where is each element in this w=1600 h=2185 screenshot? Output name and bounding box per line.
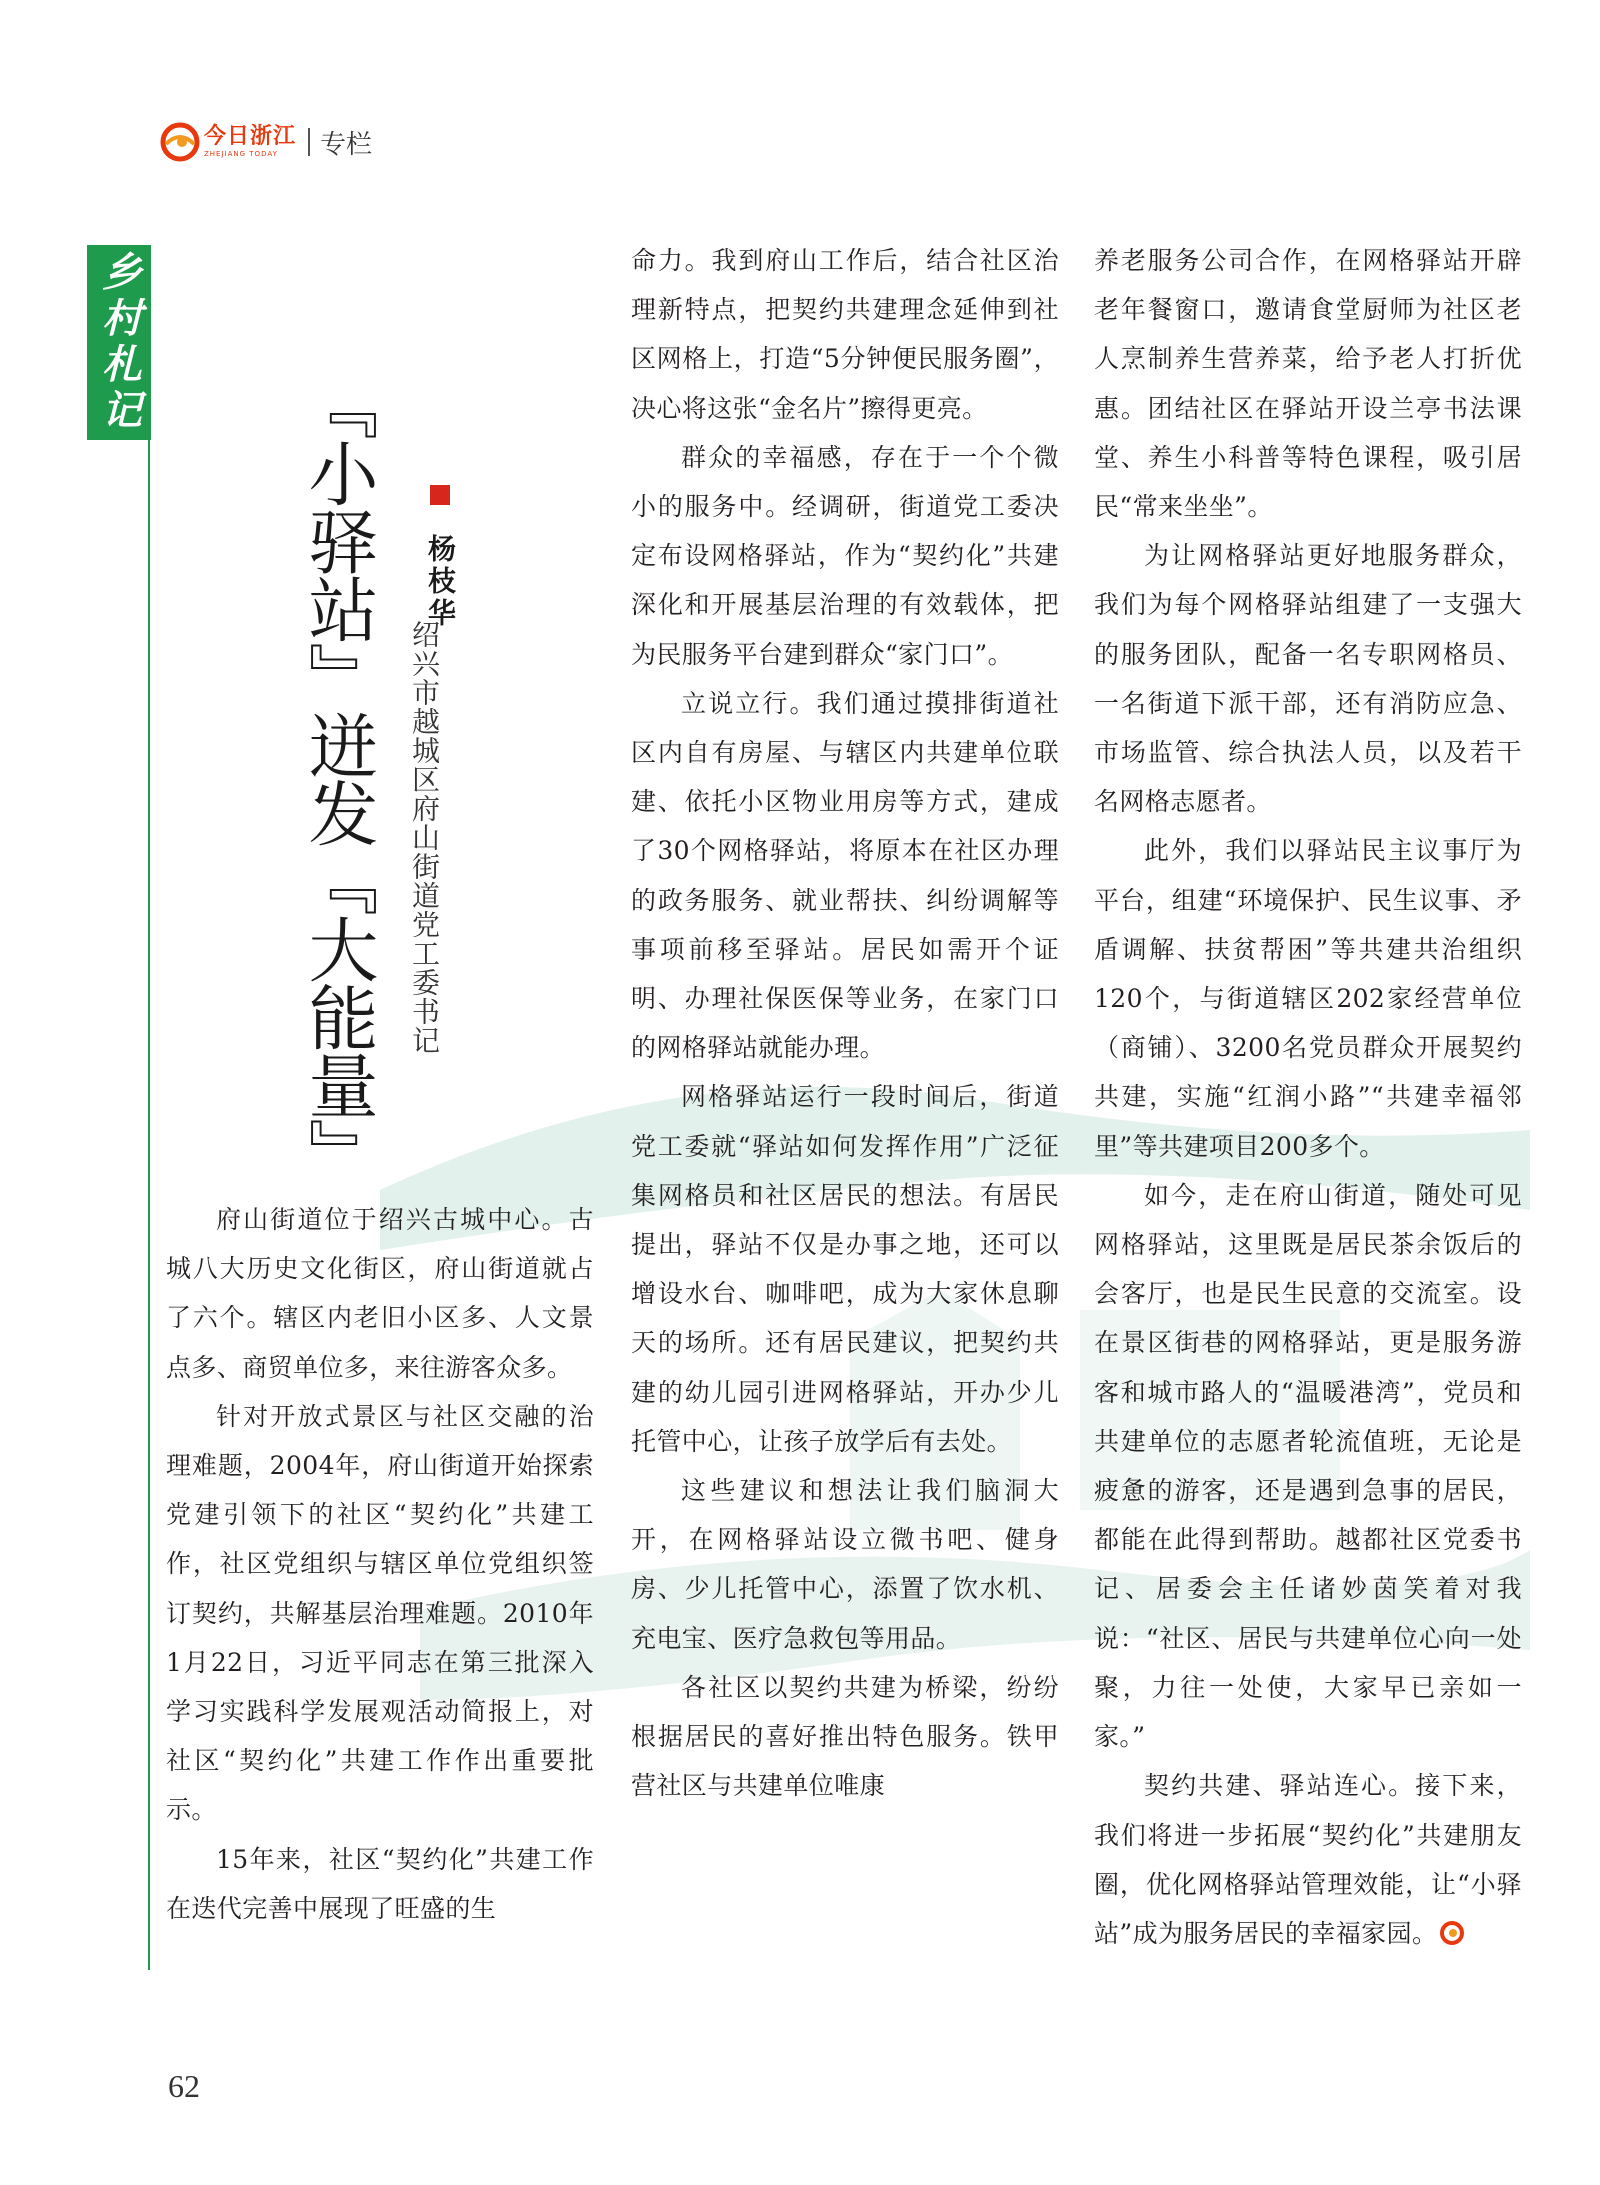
byline: [420, 485, 460, 630]
article-column-1: [166, 1195, 594, 1933]
paragraph: 养老服务公司合作，在网格驿站开辟老年餐窗口，邀请食堂厨师为社区老人烹制养生营养菜，给予老人打折优惠。团结社区在驿站开设兰亭书法课堂、养生小科普等特色课程，吸引居民“常来坐坐”。: [1094, 246, 1522, 522]
section-tag: 乡村札记: [87, 245, 151, 440]
author-name: 杨枝华: [424, 534, 457, 630]
logo-icon: [160, 122, 200, 162]
paragraph: 立说立行。我们通过摸排街道社区内自有房屋、与辖区内共建单位联建、依托小区物业用房等方式，建成了30个网格驿站，将原本在社区办理的政务服务、就业帮扶、纠纷调解等事项前移至驿站。居民如需开个证明、办理社保医保等业务，在家门口的网格驿站就能办理。: [631, 688, 1059, 1063]
paragraph: 命力。我到府山工作后，结合社区治理新特点，把契约共建理念延伸到社区网格上，打造“5分钟便民服务圈”，决心将这张“金名片”擦得更亮。: [631, 246, 1059, 423]
end-mark-icon: [1439, 1920, 1465, 1946]
article-title: 『小驿站』迸发『大能量』: [297, 370, 379, 1186]
logo-wordmark: [204, 126, 296, 158]
paragraph: 群众的幸福感，存在于一个个微小的服务中。经调研，街道党工委决定布设网格驿站，作为“契约化”共建深化和开展基层治理的有效载体，把为民服务平台建到群众“家门口”。: [631, 442, 1059, 669]
author-affiliation: 绍兴市越城区府山街道党工委书记: [408, 620, 441, 1055]
paragraph: 各社区以契约共建为桥梁，纷纷根据居民的喜好推出特色服务。铁甲营社区与共建单位唯康: [631, 1672, 1059, 1801]
logo-chinese: 今日浙江: [204, 124, 297, 149]
page-header: [160, 120, 372, 164]
paragraph: 15年来，社区“契约化”共建工作在迭代完善中展现了旺盛的生: [166, 1844, 594, 1923]
logo-english: ZHEJIANG TODAY: [204, 150, 278, 158]
paragraph: 针对开放式景区与社区交融的治理难题，2004年，府山街道开始探索党建引领下的社区“契约化”共建工作，社区党组织与辖区单位党组织签订契约，共解基层治理难题。2010年1月22日，习近平同志在第三批深入学习实践科学发展观活动简报上，对社区“契约化”共建工作作出重要批示。: [166, 1401, 594, 1825]
paragraph: 契约共建、驿站连心。接下来，我们将进一步拓展“契约化”共建朋友圈，优化网格驿站管理效能，让“小驿站”成为服务居民的幸福家园。: [1094, 1771, 1522, 1948]
paragraph: 此外，我们以驿站民主议事厅为平台，组建“环境保护、民生议事、矛盾调解、扶贫帮困”等共建共治组织120个，与街道辖区202家经营单位（商铺）、3200名党员群众开展契约共建，实施“红润小路”“共建幸福邻里”等共建项目200多个。: [1094, 836, 1522, 1161]
paragraph: 网格驿站运行一段时间后，街道党工委就“驿站如何发挥作用”广泛征集网格员和社区居民的想法。有居民提出，驿站不仅是办事之地，还可以增设水台、咖啡吧，成为大家休息聊天的场所。还有居民建议，把契约共建的幼儿园引进网格驿站，开办少儿托管中心，让孩子放学后有去处。: [631, 1082, 1059, 1456]
page-number: 62: [168, 2068, 200, 2104]
paragraph: 这些建议和想法让我们脑洞大开，在网格驿站设立微书吧、健身房、少儿托管中心，添置了饮水机、充电宝、医疗急救包等用品。: [631, 1476, 1059, 1653]
article-column-2: [631, 236, 1059, 1811]
paragraph: 如今，走在府山街道，随处可见网格驿站，这里既是居民茶余饭后的会客厅，也是民生民意的交流室。设在景区街巷的网格驿站，更是服务游客和城市路人的“温暖港湾”，党员和共建单位的志愿者轮流值班，无论是疲惫的游客，还是遇到急事的居民，都能在此得到帮助。越都社区党委书记、居委会主任诸妙茵笑着对我说：“社区、居民与共建单位心向一处聚，力往一处使，大家早已亲如一家。”: [1094, 1180, 1522, 1752]
byline-marker: [430, 485, 450, 505]
paragraph: 为让网格驿站更好地服务群众，我们为每个网格驿站组建了一支强大的服务团队，配备一名专职网格员、一名街道下派干部，还有消防应急、市场监管、综合执法人员，以及若干名网格志愿者。: [1094, 541, 1522, 817]
paragraph: 府山街道位于绍兴古城中心。古城八大历史文化街区，府山街道就占了六个。辖区内老旧小区多、人文景点多、商贸单位多，来往游客众多。: [166, 1205, 594, 1382]
header-divider: [308, 128, 310, 156]
article-column-3: [1094, 236, 1522, 1958]
section-rule: [148, 440, 150, 1970]
column-label: 专栏: [320, 129, 373, 160]
